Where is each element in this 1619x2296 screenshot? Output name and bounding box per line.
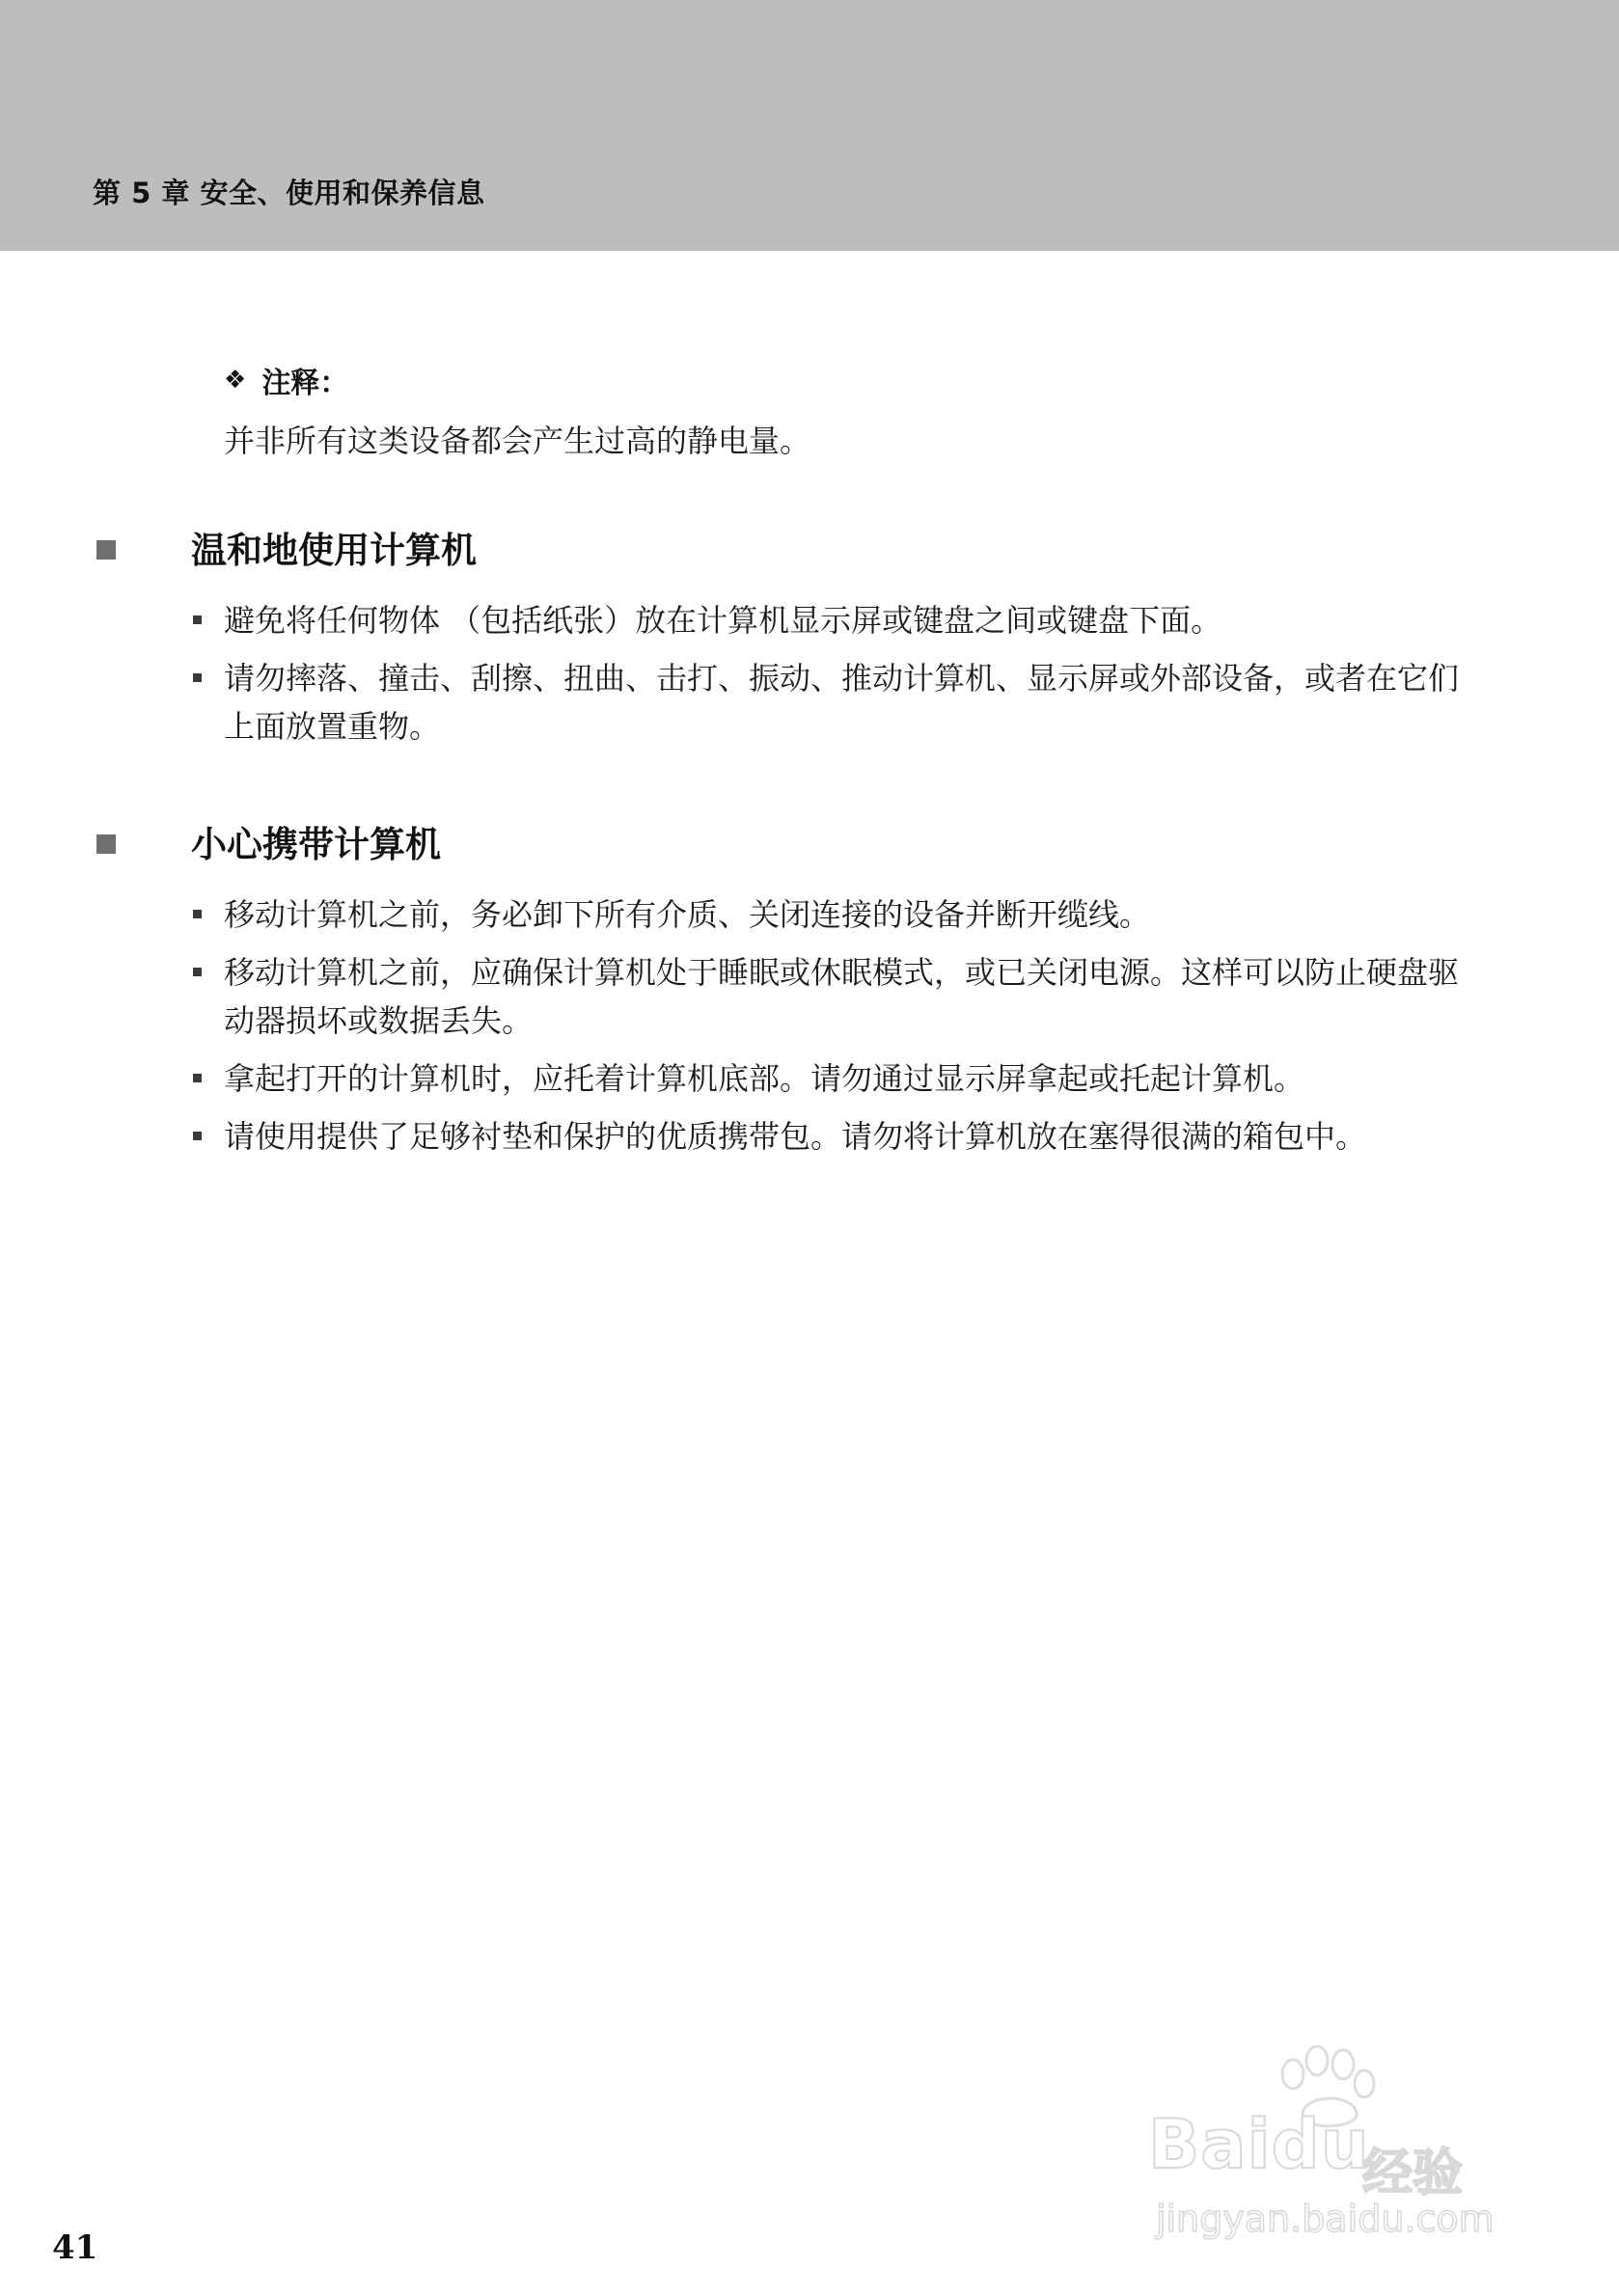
- section-title: 温和地使用计算机: [191, 530, 477, 571]
- list-item: [193, 596, 1486, 644]
- list-item-text: 移动计算机之前，应确保计算机处于睡眠或休眠模式，或已关闭电源。这样可以防止硬盘驱动器损坏或数据丢失。: [224, 954, 1460, 1039]
- list-item: [193, 948, 1486, 1045]
- square-bullet-icon: [193, 910, 202, 918]
- page-number: 41: [52, 2228, 98, 2267]
- bullet-list: [193, 596, 1486, 760]
- square-marker-icon: [96, 540, 116, 560]
- list-item: [193, 654, 1486, 751]
- list-item-text: 请勿摔落、撞击、刮擦、扭曲、击打、振动、推动计算机、显示屏或外部设备，或者在它们上面放置重物。: [224, 660, 1460, 745]
- diamond-bullet-icon: ❖: [224, 366, 247, 395]
- note-label-text: 注释：: [261, 367, 349, 400]
- watermark-sub: 经验: [1362, 2145, 1464, 2202]
- section-heading: [96, 834, 116, 854]
- list-item-text: 移动计算机之前，务必卸下所有介质、关闭连接的设备并断开缆线。: [224, 896, 1151, 933]
- list-item: [193, 890, 1486, 939]
- list-item-text: 请使用提供了足够衬垫和保护的优质携带包。请勿将计算机放在塞得很满的箱包中。: [224, 1118, 1367, 1155]
- watermark-brand: Baidu: [1148, 2105, 1370, 2184]
- square-bullet-icon: [193, 1132, 202, 1140]
- baidu-jingyan-watermark: [1148, 2045, 1534, 2248]
- chapter-header-band: [0, 0, 1619, 251]
- chapter-title: 第 5 章 安全、使用和保养信息: [93, 177, 485, 209]
- square-marker-icon: [96, 834, 116, 854]
- section-title: 小心携带计算机: [191, 824, 441, 865]
- bullet-list: [193, 890, 1486, 1170]
- list-item: [193, 1054, 1486, 1103]
- list-item-text: 避免将任何物体 （包括纸张）放在计算机显示屏或键盘之间或键盘下面。: [224, 602, 1222, 639]
- square-bullet-icon: [193, 1074, 202, 1082]
- list-item: [193, 1112, 1486, 1161]
- square-bullet-icon: [193, 968, 202, 976]
- note-label: [224, 359, 348, 401]
- watermark-url: jingyan.baidu.com: [1156, 2198, 1495, 2240]
- section-heading: [96, 540, 116, 560]
- list-item-text: 拿起打开的计算机时，应托着计算机底部。请勿通过显示屏拿起或托起计算机。: [224, 1060, 1305, 1097]
- square-bullet-icon: [193, 615, 202, 624]
- square-bullet-icon: [193, 673, 202, 682]
- note-text: 并非所有这类设备都会产生过高的静电量。: [224, 423, 811, 459]
